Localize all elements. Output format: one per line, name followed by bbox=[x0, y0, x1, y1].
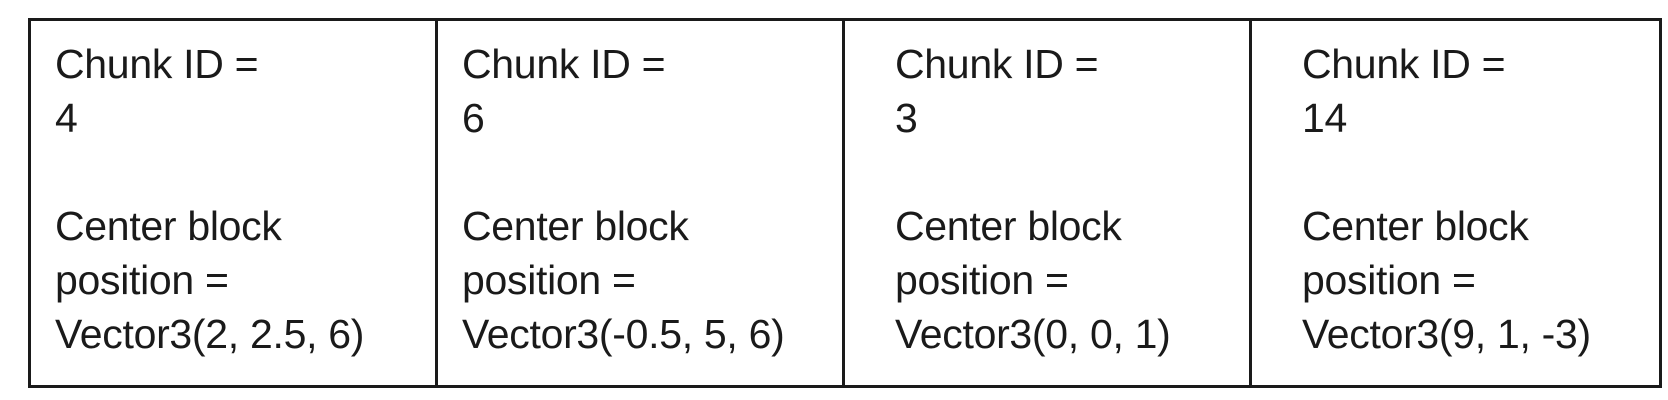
center-position-value: Vector3(0, 0, 1) bbox=[895, 311, 1171, 357]
center-block-label: Center block bbox=[462, 203, 689, 249]
position-label: position = bbox=[895, 257, 1069, 303]
chunk-id-value: 4 bbox=[55, 95, 78, 141]
position-label: position = bbox=[462, 257, 636, 303]
position-label: position = bbox=[1302, 257, 1476, 303]
chunk-cell-3 bbox=[845, 21, 1252, 385]
center-block-label: Center block bbox=[1302, 203, 1529, 249]
chunk-id-value: 6 bbox=[462, 95, 485, 141]
chunk-cell-content bbox=[462, 37, 784, 361]
center-block-label: Center block bbox=[895, 203, 1122, 249]
center-block-label: Center block bbox=[55, 203, 282, 249]
chunk-cell-1 bbox=[31, 21, 438, 385]
chunk-id-value: 14 bbox=[1302, 95, 1348, 141]
chunk-cell-content bbox=[1302, 37, 1591, 361]
center-position-value: Vector3(-0.5, 5, 6) bbox=[462, 311, 785, 357]
center-position-value: Vector3(9, 1, -3) bbox=[1302, 311, 1591, 357]
chunk-table bbox=[28, 18, 1662, 388]
chunk-cell-4 bbox=[1252, 21, 1659, 385]
chunk-cell-content bbox=[895, 37, 1171, 361]
chunk-id-label: Chunk ID = bbox=[462, 41, 666, 87]
position-label: position = bbox=[55, 257, 229, 303]
chunk-id-value: 3 bbox=[895, 95, 918, 141]
chunk-cell-content bbox=[55, 37, 364, 361]
chunk-id-label: Chunk ID = bbox=[55, 41, 259, 87]
center-position-value: Vector3(2, 2.5, 6) bbox=[55, 311, 365, 357]
chunk-id-label: Chunk ID = bbox=[895, 41, 1099, 87]
chunk-cell-2 bbox=[438, 21, 845, 385]
chunk-id-label: Chunk ID = bbox=[1302, 41, 1506, 87]
